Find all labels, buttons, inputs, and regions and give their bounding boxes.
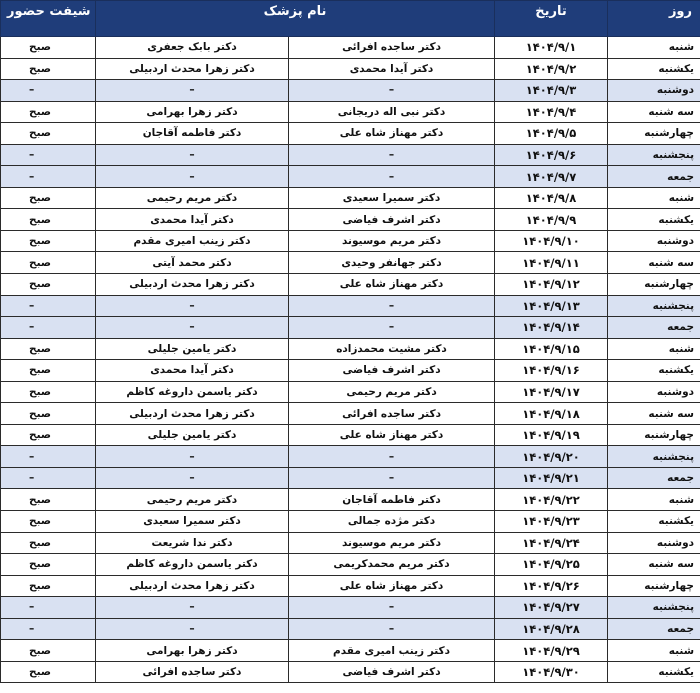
doctor-1-cell: – — [289, 295, 495, 317]
day-cell: جمعه — [608, 317, 700, 339]
date-cell: ۱۴۰۴/۹/۵ — [495, 123, 608, 145]
doctor-2-cell: – — [96, 618, 289, 640]
date-cell: ۱۴۰۴/۹/۱۷ — [495, 381, 608, 403]
doctor-1-cell: دکتر ساجده افرائی — [289, 37, 495, 59]
date-cell: ۱۴۰۴/۹/۲۳ — [495, 511, 608, 533]
shift-cell: صبح — [1, 58, 96, 80]
shift-cell: صبح — [1, 37, 96, 59]
shift-cell: – — [1, 618, 96, 640]
date-cell: ۱۴۰۴/۹/۱ — [495, 37, 608, 59]
doctor-2-cell: دکتر زهرا محدث اردبیلی — [96, 274, 289, 296]
shift-cell: صبح — [1, 230, 96, 252]
doctor-1-cell: دکتر مهناز شاه علی — [289, 274, 495, 296]
day-cell: یکشنبه — [608, 209, 700, 231]
date-cell: ۱۴۰۴/۹/۲۸ — [495, 618, 608, 640]
table-row — [1, 554, 700, 576]
table-row — [1, 489, 700, 511]
date-cell: ۱۴۰۴/۹/۹ — [495, 209, 608, 231]
date-cell: ۱۴۰۴/۹/۱۹ — [495, 424, 608, 446]
table-row — [1, 575, 700, 597]
doctor-2-cell: دکتر مریم رحیمی — [96, 187, 289, 209]
shift-cell: صبح — [1, 661, 96, 683]
table-row — [1, 467, 700, 489]
table-row — [1, 295, 700, 317]
doctor-1-cell: دکتر زینب امیری مقدم — [289, 640, 495, 662]
doctor-2-cell: دکتر فاطمه آقاجان — [96, 123, 289, 145]
doctor-2-cell: دکتر محمد آیتی — [96, 252, 289, 274]
date-cell: ۱۴۰۴/۹/۲۶ — [495, 575, 608, 597]
doctor-2-cell: – — [96, 166, 289, 188]
doctor-1-cell: دکتر مهناز شاه علی — [289, 575, 495, 597]
date-cell: ۱۴۰۴/۹/۲۷ — [495, 597, 608, 619]
header-shift: شیفت حضور — [1, 1, 96, 37]
day-cell: شنبه — [608, 640, 700, 662]
header-doctor: نام پزشک — [96, 1, 495, 37]
day-cell: چهارشنبه — [608, 123, 700, 145]
doctor-2-cell: – — [96, 80, 289, 102]
doctor-2-cell: – — [96, 317, 289, 339]
day-cell: پنجشنبه — [608, 295, 700, 317]
doctor-1-cell: – — [289, 144, 495, 166]
day-cell: دوشنبه — [608, 532, 700, 554]
date-cell: ۱۴۰۴/۹/۱۵ — [495, 338, 608, 360]
shift-cell: صبح — [1, 532, 96, 554]
doctor-2-cell: دکتر زینب امیری مقدم — [96, 230, 289, 252]
table-row — [1, 144, 700, 166]
doctor-1-cell: دکتر فاطمه آقاجان — [289, 489, 495, 511]
day-cell: یکشنبه — [608, 661, 700, 683]
shift-cell: صبح — [1, 489, 96, 511]
date-cell: ۱۴۰۴/۹/۱۱ — [495, 252, 608, 274]
doctor-1-cell: – — [289, 618, 495, 640]
day-cell: پنجشنبه — [608, 144, 700, 166]
table-row — [1, 166, 700, 188]
doctor-2-cell: – — [96, 295, 289, 317]
day-cell: سه شنبه — [608, 252, 700, 274]
day-cell: شنبه — [608, 489, 700, 511]
day-cell: چهارشنبه — [608, 575, 700, 597]
table-row — [1, 661, 700, 683]
day-cell: پنجشنبه — [608, 446, 700, 468]
table-row — [1, 511, 700, 533]
day-cell: شنبه — [608, 187, 700, 209]
date-cell: ۱۴۰۴/۹/۲۰ — [495, 446, 608, 468]
table-row — [1, 446, 700, 468]
day-cell: یکشنبه — [608, 360, 700, 382]
table-row — [1, 230, 700, 252]
header-date: تاریخ — [495, 1, 608, 37]
doctor-2-cell: دکتر ساجده افرائی — [96, 661, 289, 683]
doctor-1-cell: – — [289, 80, 495, 102]
shift-cell: صبح — [1, 640, 96, 662]
table-row — [1, 123, 700, 145]
doctor-2-cell: – — [96, 467, 289, 489]
table-row — [1, 80, 700, 102]
date-cell: ۱۴۰۴/۹/۱۳ — [495, 295, 608, 317]
date-cell: ۱۴۰۴/۹/۴ — [495, 101, 608, 123]
day-cell: یکشنبه — [608, 58, 700, 80]
date-cell: ۱۴۰۴/۹/۲۴ — [495, 532, 608, 554]
doctor-1-cell: دکتر مریم محمدکریمی — [289, 554, 495, 576]
doctor-1-cell: – — [289, 467, 495, 489]
table-row — [1, 360, 700, 382]
doctor-1-cell: – — [289, 166, 495, 188]
shift-cell: صبح — [1, 209, 96, 231]
table-row — [1, 252, 700, 274]
date-cell: ۱۴۰۴/۹/۲ — [495, 58, 608, 80]
date-cell: ۱۴۰۴/۹/۷ — [495, 166, 608, 188]
doctor-2-cell: دکتر یاسمن داروغه کاظم — [96, 381, 289, 403]
doctor-1-cell: – — [289, 597, 495, 619]
day-cell: جمعه — [608, 467, 700, 489]
table-row — [1, 274, 700, 296]
table-row — [1, 101, 700, 123]
doctor-2-cell: – — [96, 144, 289, 166]
date-cell: ۱۴۰۴/۹/۱۶ — [495, 360, 608, 382]
doctor-2-cell: دکتر سمیرا سعیدی — [96, 511, 289, 533]
day-cell: سه شنبه — [608, 554, 700, 576]
shift-cell: – — [1, 446, 96, 468]
doctor-2-cell: – — [96, 597, 289, 619]
doctor-2-cell: دکتر آیدا محمدی — [96, 209, 289, 231]
doctor-1-cell: دکتر مژده جمالی — [289, 511, 495, 533]
table-row — [1, 403, 700, 425]
date-cell: ۱۴۰۴/۹/۸ — [495, 187, 608, 209]
shift-cell: صبح — [1, 360, 96, 382]
shift-cell: – — [1, 144, 96, 166]
header-day: روز — [608, 1, 700, 37]
doctor-2-cell: دکتر زهرا محدث اردبیلی — [96, 58, 289, 80]
day-cell: سه شنبه — [608, 101, 700, 123]
day-cell: چهارشنبه — [608, 274, 700, 296]
date-cell: ۱۴۰۴/۹/۱۴ — [495, 317, 608, 339]
day-cell: سه شنبه — [608, 403, 700, 425]
header-row — [1, 1, 700, 37]
day-cell: جمعه — [608, 166, 700, 188]
table-row — [1, 187, 700, 209]
shift-cell: صبح — [1, 338, 96, 360]
table-row — [1, 381, 700, 403]
table-header — [1, 1, 700, 37]
date-cell: ۱۴۰۴/۹/۲۹ — [495, 640, 608, 662]
shift-cell: صبح — [1, 381, 96, 403]
table-body — [1, 37, 700, 683]
doctor-1-cell: دکتر مهناز شاه علی — [289, 123, 495, 145]
day-cell: دوشنبه — [608, 381, 700, 403]
shift-cell: صبح — [1, 554, 96, 576]
shift-cell: – — [1, 295, 96, 317]
date-cell: ۱۴۰۴/۹/۳ — [495, 80, 608, 102]
doctor-1-cell: دکتر مریم رحیمی — [289, 381, 495, 403]
date-cell: ۱۴۰۴/۹/۶ — [495, 144, 608, 166]
date-cell: ۱۴۰۴/۹/۲۵ — [495, 554, 608, 576]
table-row — [1, 424, 700, 446]
table-row — [1, 338, 700, 360]
day-cell: شنبه — [608, 338, 700, 360]
date-cell: ۱۴۰۴/۹/۱۲ — [495, 274, 608, 296]
day-cell: چهارشنبه — [608, 424, 700, 446]
doctor-1-cell: دکتر اشرف فیاضی — [289, 661, 495, 683]
date-cell: ۱۴۰۴/۹/۱۸ — [495, 403, 608, 425]
doctor-1-cell: دکتر مریم موسیوند — [289, 532, 495, 554]
date-cell: ۱۴۰۴/۹/۱۰ — [495, 230, 608, 252]
doctor-2-cell: دکتر یاسمن داروغه کاظم — [96, 554, 289, 576]
table-row — [1, 37, 700, 59]
doctor-1-cell: دکتر نبی اله دریجانی — [289, 101, 495, 123]
shift-cell: – — [1, 597, 96, 619]
doctor-1-cell: دکتر ساجده افرائی — [289, 403, 495, 425]
table-row — [1, 58, 700, 80]
table-row — [1, 532, 700, 554]
doctor-1-cell: دکتر مشیت محمدزاده — [289, 338, 495, 360]
doctor-2-cell: دکتر زهرا بهرامی — [96, 101, 289, 123]
doctor-1-cell: دکتر مریم موسیوند — [289, 230, 495, 252]
day-cell: جمعه — [608, 618, 700, 640]
doctor-2-cell: دکتر یامین جلیلی — [96, 338, 289, 360]
doctor-1-cell: – — [289, 446, 495, 468]
day-cell: شنبه — [608, 37, 700, 59]
date-cell: ۱۴۰۴/۹/۲۱ — [495, 467, 608, 489]
day-cell: دوشنبه — [608, 230, 700, 252]
shift-cell: صبح — [1, 252, 96, 274]
doctor-1-cell: – — [289, 317, 495, 339]
doctor-2-cell: دکتر ندا شریعت — [96, 532, 289, 554]
shift-cell: – — [1, 166, 96, 188]
doctor-1-cell: دکتر جهانفر وحیدی — [289, 252, 495, 274]
table-row — [1, 209, 700, 231]
doctor-1-cell: دکتر اشرف فیاضی — [289, 360, 495, 382]
doctor-2-cell: دکتر آیدا محمدی — [96, 360, 289, 382]
doctor-2-cell: دکتر زهرا بهرامی — [96, 640, 289, 662]
doctor-1-cell: دکتر مهناز شاه علی — [289, 424, 495, 446]
table-row — [1, 317, 700, 339]
doctor-1-cell: دکتر اشرف فیاضی — [289, 209, 495, 231]
doctor-2-cell: دکتر زهرا محدث اردبیلی — [96, 403, 289, 425]
shift-cell: صبح — [1, 403, 96, 425]
table-row — [1, 597, 700, 619]
shift-cell: – — [1, 317, 96, 339]
shift-cell: صبح — [1, 123, 96, 145]
shift-cell: – — [1, 80, 96, 102]
doctor-2-cell: دکتر یامین جلیلی — [96, 424, 289, 446]
shift-cell: صبح — [1, 424, 96, 446]
shift-cell: صبح — [1, 511, 96, 533]
day-cell: پنجشنبه — [608, 597, 700, 619]
shift-cell: صبح — [1, 101, 96, 123]
shift-cell: – — [1, 467, 96, 489]
doctor-2-cell: دکتر زهرا محدث اردبیلی — [96, 575, 289, 597]
date-cell: ۱۴۰۴/۹/۲۲ — [495, 489, 608, 511]
day-cell: یکشنبه — [608, 511, 700, 533]
table-row — [1, 640, 700, 662]
shift-cell: صبح — [1, 274, 96, 296]
doctor-2-cell: دکتر بابک جعفری — [96, 37, 289, 59]
shift-cell: صبح — [1, 187, 96, 209]
doctor-2-cell: دکتر مریم رحیمی — [96, 489, 289, 511]
doctor-2-cell: – — [96, 446, 289, 468]
doctor-1-cell: دکتر آیدا محمدی — [289, 58, 495, 80]
table-row — [1, 618, 700, 640]
date-cell: ۱۴۰۴/۹/۳۰ — [495, 661, 608, 683]
day-cell: دوشنبه — [608, 80, 700, 102]
shift-cell: صبح — [1, 575, 96, 597]
doctor-1-cell: دکتر سمیرا سعیدی — [289, 187, 495, 209]
